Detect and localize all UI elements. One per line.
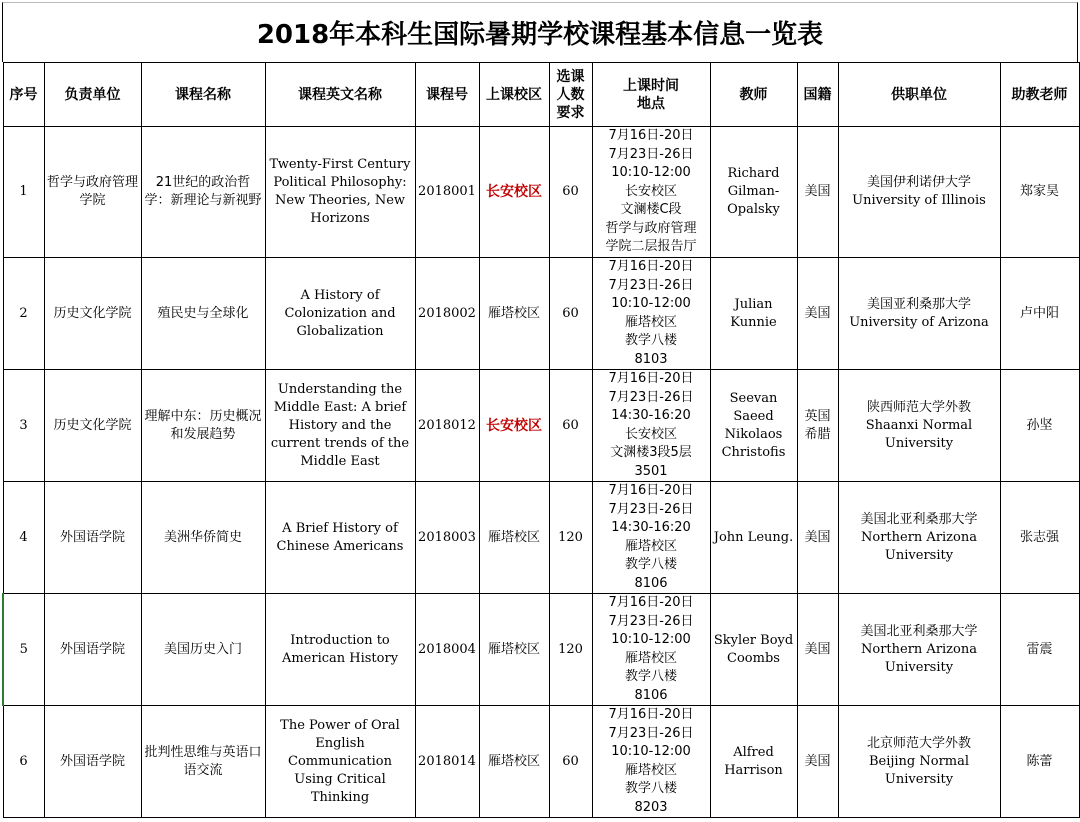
cell-cn-name: 理解中东：历史概况和发展趋势 [141, 370, 265, 482]
cell-no: 6 [3, 706, 44, 818]
cell-code: 2018014 [415, 706, 479, 818]
cell-ta: 张志强 [1000, 482, 1079, 594]
employer-line: Northern Arizona University [861, 529, 977, 563]
cell-nation: 英国希腊 [797, 370, 838, 482]
employer-line: University of Arizona [849, 314, 989, 330]
time-line: 学院二层报告厅 [605, 239, 697, 255]
cell-nation: 美国 [797, 482, 838, 594]
cell-cn-name: 21世纪的政治哲学：新理论与新视野 [141, 127, 265, 258]
cell-nation: 美国 [797, 706, 838, 818]
cell-teacher: Richard Gilman-Opalsky [710, 127, 797, 258]
time-line: 7月23日-26日 [608, 389, 694, 405]
cell-teacher: Seevan Saeed Nikolaos Christofis [710, 370, 797, 482]
employer-line: 美国伊利诺伊大学 [866, 175, 971, 190]
cell-capacity: 60 [549, 127, 592, 258]
cell-dept: 历史文化学院 [44, 370, 141, 482]
cell-code: 2018001 [415, 127, 479, 258]
header-time-place: 上课时间 地点 [592, 63, 710, 127]
cell-ta: 孙坚 [1000, 370, 1079, 482]
cell-teacher: Skyler Boyd Coombs [710, 594, 797, 706]
cell-code: 2018003 [415, 482, 479, 594]
table-row [3, 482, 1079, 594]
cell-cn-name: 殖民史与全球化 [141, 258, 265, 370]
header-employer: 供职单位 [838, 63, 1000, 127]
header-cn-name: 课程名称 [141, 63, 265, 127]
cell-capacity: 120 [549, 482, 592, 594]
header-nation: 国籍 [797, 63, 838, 127]
table-row [3, 594, 1079, 706]
time-line: 雁塔校区 [624, 650, 677, 666]
header-dept: 负责单位 [44, 63, 141, 127]
time-line: 10:10-12:00 [611, 296, 691, 311]
cell-en-name: Introduction to American History [265, 594, 415, 706]
cell-code: 2018004 [415, 594, 479, 706]
cell-en-name: A Brief History of Chinese Americans [265, 482, 415, 594]
header-ta: 助教老师 [1000, 63, 1079, 127]
cell-code: 2018012 [415, 370, 479, 482]
time-line: 长安校区 [624, 183, 677, 199]
time-line: 7月23日-26日 [608, 501, 694, 517]
cell-time-place [592, 706, 710, 818]
employer-line: 陕西师范大学外教 [866, 399, 971, 415]
header-en-name: 课程英文名称 [265, 63, 415, 127]
time-line: 长安校区 [624, 426, 677, 442]
cell-time-place [592, 482, 710, 594]
cell-dept: 历史文化学院 [44, 258, 141, 370]
time-line: 7月23日-26日 [608, 613, 694, 629]
cell-teacher: Julian Kunnie [710, 258, 797, 370]
time-line: 教学八楼 [624, 781, 677, 796]
cell-time-place [592, 127, 710, 258]
cell-dept: 哲学与政府管理学院 [44, 127, 141, 258]
cell-code: 2018002 [415, 258, 479, 370]
cell-employer [838, 127, 1000, 258]
cell-nation: 美国 [797, 127, 838, 258]
cell-time-place [592, 258, 710, 370]
employer-line: 美国北亚利桑那大学 [860, 511, 978, 527]
time-line: 14:30-16:20 [611, 408, 691, 423]
cell-campus: 雁塔校区 [479, 258, 549, 370]
cell-employer [838, 482, 1000, 594]
cell-time-place [592, 594, 710, 706]
header-code: 课程号 [415, 63, 479, 127]
cell-dept: 外国语学院 [44, 594, 141, 706]
employer-line: Northern Arizona University [861, 641, 977, 675]
time-line: 7月23日-26日 [608, 725, 694, 741]
page-title: 2018年本科生国际暑期学校课程基本信息一览表 [2, 2, 1078, 62]
cell-time-place [592, 370, 710, 482]
cell-ta: 雷震 [1000, 594, 1079, 706]
time-line: 7月16日-20日 [608, 707, 694, 722]
cell-nation: 美国 [797, 258, 838, 370]
time-line: 8106 [634, 687, 668, 703]
table-row [3, 706, 1079, 818]
cell-campus: 长安校区 [479, 370, 549, 482]
cell-en-name: A History of Colonization and Globalization [265, 258, 415, 370]
cell-nation: 美国 [797, 594, 838, 706]
cell-teacher: John Leung. [710, 482, 797, 594]
time-line: 14:30-16:20 [611, 520, 691, 535]
header-campus: 上课校区 [479, 63, 549, 127]
employer-line: 北京师范大学外教 [866, 735, 971, 751]
table-row [3, 370, 1079, 482]
cell-campus: 长安校区 [479, 127, 549, 258]
time-line: 7月16日-20日 [608, 371, 694, 386]
cell-no: 2 [3, 258, 44, 370]
cell-ta: 陈蕾 [1000, 706, 1079, 818]
employer-line: Shaanxi Normal University [865, 417, 973, 451]
time-line: 7月16日-20日 [608, 128, 694, 144]
cell-no: 1 [3, 127, 44, 258]
time-line: 7月23日-26日 [608, 277, 694, 293]
time-line: 教学八楼 [624, 669, 677, 684]
time-line: 雁塔校区 [624, 314, 677, 330]
time-line: 雁塔校区 [624, 538, 677, 554]
cell-cn-name: 美国历史入门 [141, 594, 265, 706]
time-line: 7月23日-26日 [608, 146, 694, 162]
time-line: 文渊楼3段5层 [610, 445, 692, 460]
cell-en-name: Understanding the Middle East: A brief History and the current trends of the Middle East [265, 370, 415, 482]
employer-line: 美国亚利桑那大学 [866, 296, 971, 312]
time-line: 10:10-12:00 [611, 632, 691, 647]
cell-no: 5 [3, 594, 44, 706]
cell-dept: 外国语学院 [44, 482, 141, 594]
header-row [3, 63, 1079, 127]
cell-ta: 郑家昊 [1000, 127, 1079, 258]
time-line: 文澜楼C段 [620, 202, 682, 218]
employer-line: University of Illinois [852, 193, 986, 208]
time-line: 7月16日-20日 [608, 595, 694, 610]
time-line: 7月16日-20日 [608, 483, 694, 498]
time-line: 10:10-12:00 [611, 165, 691, 181]
cell-employer [838, 594, 1000, 706]
cell-ta: 卢中阳 [1000, 258, 1079, 370]
cell-employer [838, 706, 1000, 818]
cell-no: 4 [3, 482, 44, 594]
time-line: 教学八楼 [624, 333, 677, 348]
time-line: 8203 [634, 799, 668, 815]
cell-capacity: 120 [549, 594, 592, 706]
header-no: 序号 [3, 63, 44, 127]
cell-capacity: 60 [549, 258, 592, 370]
employer-line: 美国北亚利桑那大学 [860, 623, 978, 639]
cell-capacity: 60 [549, 370, 592, 482]
time-line: 8106 [634, 575, 668, 591]
table-row [3, 127, 1079, 258]
employer-line: Beijing Normal University [868, 753, 970, 787]
time-line: 雁塔校区 [624, 762, 677, 778]
cell-capacity: 60 [549, 706, 592, 818]
cell-dept: 外国语学院 [44, 706, 141, 818]
cell-en-name: The Power of Oral English Communication Using Critical Thinking [265, 706, 415, 818]
time-line: 哲学与政府管理 [605, 220, 697, 236]
cell-campus: 雁塔校区 [479, 594, 549, 706]
cell-cn-name: 美洲华侨简史 [141, 482, 265, 594]
cell-cn-name: 批判性思维与英语口语交流 [141, 706, 265, 818]
cell-teacher: Alfred Harrison [710, 706, 797, 818]
cell-campus: 雁塔校区 [479, 706, 549, 818]
header-enrollment: 选课 人数 要求 [549, 63, 592, 127]
time-line: 7月16日-20日 [608, 259, 694, 274]
cell-campus: 雁塔校区 [479, 482, 549, 594]
course-table [2, 62, 1080, 818]
time-line: 10:10-12:00 [611, 744, 691, 759]
time-line: 3501 [634, 463, 668, 479]
cell-employer [838, 258, 1000, 370]
cell-en-name: Twenty-First Century Political Philosophy: New Theories, New Horizons [265, 127, 415, 258]
time-line: 8103 [634, 351, 668, 367]
table-body [3, 127, 1079, 818]
time-line: 教学八楼 [624, 557, 677, 572]
cell-employer [838, 370, 1000, 482]
table-row [3, 258, 1079, 370]
header-teacher: 教师 [710, 63, 797, 127]
cell-no: 3 [3, 370, 44, 482]
